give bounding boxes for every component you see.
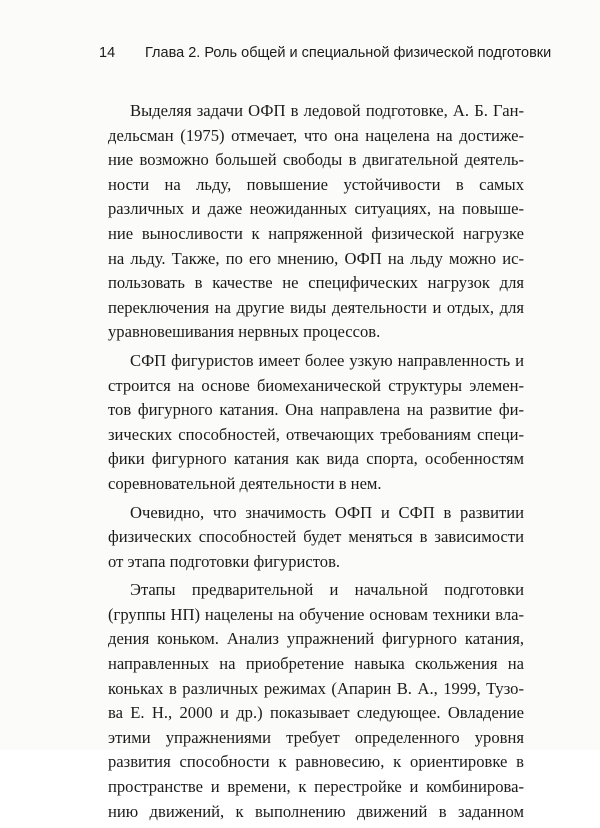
body-text	[108, 99, 524, 828]
text-line: на льду. Также, по его мнению, ОФП на льду можно ис-	[108, 248, 524, 268]
paragraph	[108, 578, 524, 824]
text-line: пользовать в качестве не специфических нагрузок для	[108, 273, 524, 293]
page-header	[99, 44, 552, 62]
text-line: ва Е. Н., 2000 и др.) показывает следующее. Овладение	[108, 703, 524, 723]
text-line: физических способностей будет меняться в зависимости	[108, 527, 524, 547]
paragraph	[108, 501, 524, 575]
text-line: СФП фигуристов имеет более узкую направленность и	[130, 350, 524, 370]
text-line: Очевидно, что значимость ОФП и СФП в развитии	[130, 502, 524, 522]
paragraph	[108, 349, 524, 497]
text-line: дения коньком. Анализ упражнений фигурного катания,	[108, 629, 524, 649]
text-line: Этапы предварительной и начальной подготовки	[130, 580, 524, 600]
text-line: коньках в различных режимах (Апарин В. А., 1999, Тузо-	[108, 678, 524, 698]
text-line: различных и даже неожиданных ситуациях, на повыше-	[108, 199, 524, 219]
text-line: зических способностей, отвечающих требованиям специ-	[108, 424, 524, 444]
text-line: строится на основе биомеханической структуры элемен-	[108, 375, 524, 395]
text-line: ние возможно большей свободы в двигательной деятель-	[108, 150, 524, 170]
text-line: переключения на другие виды деятельности и отдых, для	[108, 297, 524, 317]
chapter-title: Глава 2. Роль общей и специальной физической подготовки	[145, 45, 552, 61]
text-line: этими упражнениями требует определенного уровня	[108, 727, 524, 747]
text-line: пространстве и времени, к перестройке и комбинирова-	[108, 777, 524, 797]
text-line: развития способности к равновесию, к ориентировке в	[108, 752, 524, 772]
text-line: уравновешивания нервных процессов.	[108, 322, 381, 342]
text-line: фики фигурного катания как вида спорта, особенностям	[108, 449, 524, 469]
text-line: дельсман (1975) отмечает, что она нацелена на достиже-	[108, 125, 524, 145]
page-number: 14	[99, 45, 116, 61]
text-line: ности на льду, повышение устойчивости в самых	[108, 174, 524, 194]
text-line: тов фигурного катания. Она направлена на развитие фи-	[108, 400, 524, 420]
text-line: Выделяя задачи ОФП в ледовой подготовке, А. Б. Ган-	[130, 101, 524, 120]
text-line: от этапа подготовки фигуристов.	[108, 551, 341, 571]
paragraph	[108, 99, 524, 345]
text-line: направленных на приобретение навыка скольжения на	[108, 654, 524, 674]
text-line: нию движений, к выполнению движений в заданном	[108, 801, 524, 821]
text-line: ние выносливости к напряженной физической нагрузке	[108, 223, 524, 243]
text-line: (группы НП) нацелены на обучение основам техники вла-	[108, 604, 524, 624]
text-line: соревновательной деятельности в нем.	[108, 473, 382, 493]
